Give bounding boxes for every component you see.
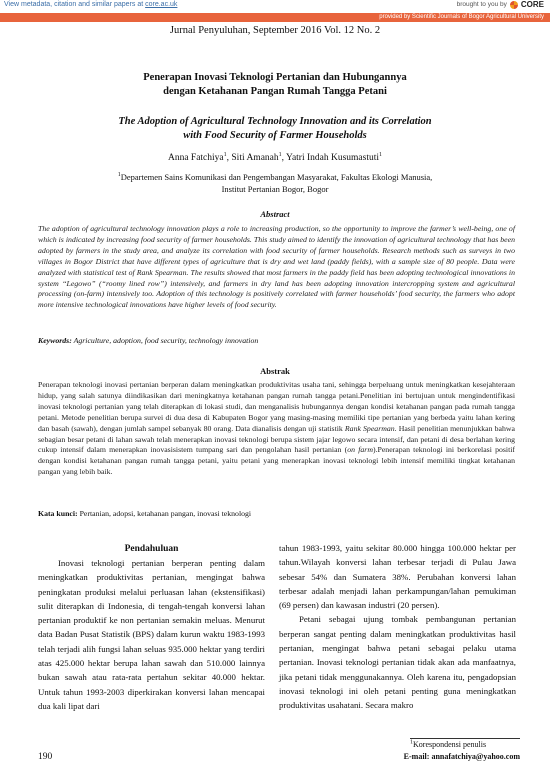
provided-by-banner bbox=[0, 13, 550, 22]
abstrak-text: Penerapan teknologi inovasi pertanian berperan dalam meningkatkan produktivitas usaha tani, sehingga berpeluang untuk meningkatkan kesejahteraan hidup, yang salah satunya diindikasikan dari meningkatnya ketahanan pangan rumah tangga petani.Penelitian ini bertujuan untuk mengindentifikasi inovasi teknologi pertanian yang telah diterapkan di lokasi studi, dan menganalisis hubungannya dengan kondisi ketahanan pangan pada rumah tangga petani. Metode penelitian berupa survei di dua desa di Kabupaten Bogor yang masing-masing memiliki tipe pertanian yang berbeda yaitu lahan kering dan basah (sawah), dengan jumlah sampel sebanyak 80 orang. Data dianalisis dengan uji statistik Rank Spearman. Hasil penelitian menunjukkan bahwa sebagian besar petani di lahan sawah telah menerapkan inovasi teknologi berupa sistem jajar legowo secara intensif, dan petani di desa berlahan kering cukup intensif dalam menerapkan inovasisistem tumpang sari dan pengolahan hasil pertanian (on farm).Penerapan teknologi ini berkorelasi positif dengan kondisi ketahanan pangan rumah tangga petani, yaitu petani yang menerapkan inovasi teknologi lebih intensif memiliki tingkat ketahanan pangan yang lebih baik. bbox=[38, 380, 516, 477]
body-column-right bbox=[279, 541, 516, 713]
affiliation: $^1$Departemen Sains Komunikasi dan Pengembangan Masyarakat, Fakultas Ekologi Manusia, Institut Pertanian Bogor, Bogor bbox=[117, 172, 433, 194]
author-list: Anna Fatchiya$^1$, Siti Amanah$^1$, Yatri Indah Kusumastuti$^1$ bbox=[167, 151, 383, 163]
kata-kunci: Kata kunci: Pertanian, adopsi, ketahanan pangan, inovasi teknologi bbox=[38, 509, 252, 518]
body-column-left bbox=[38, 541, 265, 713]
section-heading-pendahuluan: Pendahuluan bbox=[124, 544, 179, 554]
abstract-text: The adoption of agricultural technology innovation plays a role to increasing production, so the opportunity to improve the farmer’s well-being, one of which is indicated by increasing food security of farmer households. This study aimed to identify the innovation of agricultural technology that has been adopted by farmers in the study area, and analyze its correlation with food security of farmer households. Research methods such as surveys in two villages in Bogor District that have different types of agriculture that is dry and wet land (paddy fields), with a sample size of 80 people. Data were analyzed with statistical test of Rank Spearman. The results showed that most farmers in the paddy field has been adopting technological innovations in system “Legowo” (“roomy lined row”) intensively, and farmers in dry land has been adopting innovation intercropping system and agricultural processing (on-farm) intensively too. Adoption of this technology is positively correlated with farmer households’ food security, the farmers who adopt more intensive technological innovations have higher levels of food security. bbox=[38, 224, 515, 310]
paragraph: tahun 1983-1993, yaitu sekitar 80.000 hingga 100.000 hektar per tahun.Wilayah konversi lahan terbesar terjadi di Pulau Jawa sebesar 54% dan Sumatera 38%. Perubahan konversi lahan terbesar adalah menjadi lahan perkampungan/lahan pemukiman (69 persen) dan kawasan industri (20 persen). bbox=[279, 543, 516, 611]
provided-by-text[interactable]: provided by Scientific Journals of Bogor Agricultural University bbox=[379, 14, 544, 20]
abstract-heading: Abstract bbox=[260, 209, 290, 219]
core-brand[interactable] bbox=[457, 0, 544, 9]
footnote-divider bbox=[410, 738, 520, 739]
paper-title-indonesian: Penerapan Inovasi Teknologi Pertanian dan Hubungannya dengan Ketahanan Pangan Rumah Tangga Petani bbox=[143, 72, 407, 97]
keywords: Keywords: Agriculture, adoption, food security, technology innovation bbox=[38, 336, 259, 345]
paragraph: Inovasi teknologi pertanian berperan penting dalam meningkatkan produktivitas pertanian, mengingat bahwa peningkatan produksi melalui perluasan lahan (ekstensifikasi) sulit diterapkan di Indonesia, di tengah-tengah konversi lahan pertanian produktif ke non pertanian semakin meluas. Menurut data Badan Pusat Statistik (BPS) dalam kurun waktu 1983-1993 telah terjadi alih fungsi lahan seluas 935.000 hektar yang terdiri atas 425.000 hektar berupa lahan sawah dan 510.000 lainnya bukan sawah atau rata-rata pertahun sekitar 40.000 hektar. Untuk tahun 1993-2003 diperkirakan konversi lahan mencapai dua kali lipat dari bbox=[38, 558, 265, 711]
core-banner bbox=[0, 0, 550, 12]
core-link[interactable]: core.ac.uk bbox=[145, 1, 178, 8]
paragraph: Petani sebagai ujung tombak pembangunan pertanian berperan sangat penting dalam meningkatkan produktivitas hasil pertanian, mengingat bahwa petani sebagai pelaku utama pertanian. Inovasi teknologi pertanian tidak akan ada manfaatnya, jika petani tidak menggunakannya. Oleh karena itu, pengadopsian inovasi teknologi ini oleh petani penting guna meningkatkan produktivitas usahatani. Secara makro bbox=[279, 614, 516, 711]
abstrak-heading: Abstrak bbox=[260, 366, 290, 376]
journal-header: Jurnal Penyuluhan, September 2016 Vol. 12 No. 2 bbox=[169, 25, 381, 36]
paper-title-english: The Adoption of Agricultural Technology Innovation and its Correlation with Food Security of Farmer Households bbox=[118, 116, 432, 141]
brought-by-text: brought to you by bbox=[456, 1, 507, 8]
core-logo-icon bbox=[510, 1, 518, 9]
footnote-correspondence: $^1$Korespondensi penulis bbox=[410, 739, 487, 749]
footnote-email: E-mail: annafatchiya@yahoo.com bbox=[403, 752, 520, 761]
core-metadata-link-text[interactable]: View metadata, citation and similar papers at core.ac.uk bbox=[4, 1, 178, 8]
page-number: 190 bbox=[38, 752, 53, 762]
core-logo-text: CORE bbox=[520, 0, 544, 9]
